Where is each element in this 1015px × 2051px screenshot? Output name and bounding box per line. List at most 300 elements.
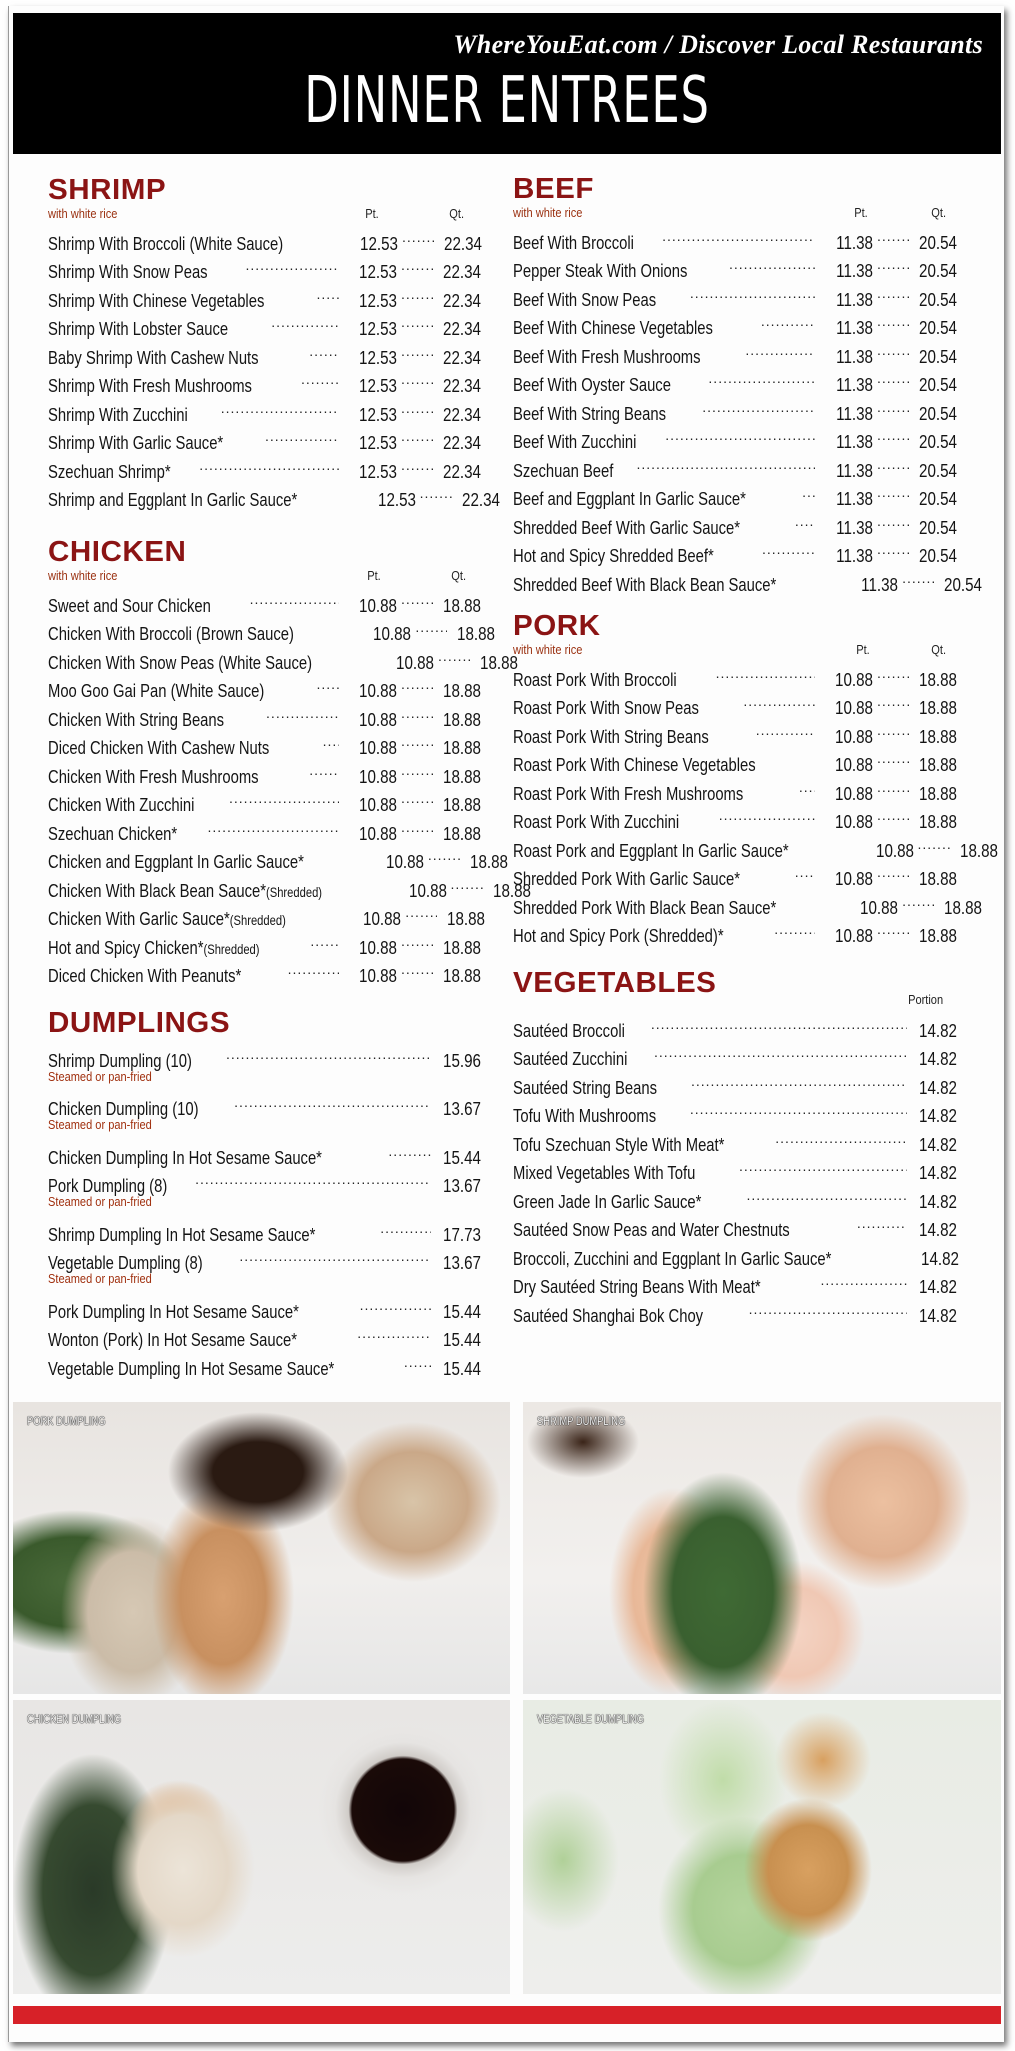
dot-leader [747,1179,908,1208]
item-name: Beef With Oyster Sauce [513,374,671,395]
price: 14.82 [919,1304,957,1326]
price-pint: 10.88 [373,623,412,644]
price-pint: 10.88 [359,594,397,616]
section-dumplings [48,1007,481,1379]
dot-leader [690,277,815,306]
price-pint: 10.88 [835,725,873,747]
dot-leader [447,868,483,897]
price-quart: 18.88 [457,623,496,644]
price: 14.82 [919,1076,957,1098]
dot-leader [775,1122,907,1151]
item-name: Shredded Beef With Garlic Sauce* [513,516,741,538]
section-title: CHICKEN [48,536,187,568]
price-pint: 10.88 [835,925,873,946]
dot-leader [873,714,909,743]
price-quart: 22.34 [443,375,481,396]
item-name: Chicken With String Beans [48,708,225,730]
item-name: Shrimp With Lobster Sauce [48,318,229,339]
section-title: BEEF [513,173,594,205]
price-quart: 20.54 [919,231,957,253]
price-pint: 10.88 [359,765,397,787]
dot-leader [873,249,909,278]
item-name: Chicken Dumpling In Hot Sesame Sauce* [48,1146,322,1168]
section-subtitle: with white rice [513,205,583,220]
dot-leader [873,743,909,772]
dot-leader [708,363,815,392]
price-quart: 18.88 [919,754,957,775]
dot-leader [226,1038,431,1067]
price-quart: 18.88 [443,737,481,758]
dot-leader [898,562,934,591]
price-quart: 20.54 [919,402,957,424]
dot-leader [397,335,433,364]
dot-leader [397,783,433,812]
dot-leader [636,448,815,477]
item-name: Roast Pork With String Beans [513,725,709,747]
menu-item [513,657,957,690]
dot-leader [265,421,339,450]
dot-leader [424,840,460,869]
price-pint: 11.38 [836,288,873,310]
price-quart: 22.34 [443,403,481,425]
price-pint: 10.88 [835,782,873,804]
dot-leader [873,277,909,306]
dot-leader [873,857,909,886]
price-pint: 10.88 [875,839,914,861]
section-title: PORK [513,610,601,642]
photo-caption: PORK DUMPLING [27,1414,106,1428]
price: 13.67 [443,1098,481,1119]
price-pint: 12.53 [359,375,397,396]
item-name: Chicken With Snow Peas (White Sauce) [48,651,313,673]
dot-leader [397,811,433,840]
dot-leader [729,249,815,278]
price-pint: 10.88 [860,896,899,918]
dot-leader [234,1087,431,1116]
menu-item [48,221,483,254]
item-name: Chicken and Eggplant In Garlic Sauce* [48,851,304,872]
item-name: Dry Sautéed String Beans With Meat* [513,1276,761,1297]
dot-leader [397,421,433,450]
price-quart: 22.34 [443,289,481,311]
dot-leader [761,306,815,335]
price-quart: 20.54 [919,431,957,452]
price-quart: 20.54 [919,516,957,538]
item-name: Beef With Broccoli [513,231,634,253]
column-header-pint: Pt. [854,205,868,220]
item-name: Hot and Spicy Chicken*(Shredded) [48,936,260,958]
price-quart: 20.54 [919,459,957,481]
item-list [513,220,983,595]
section-shrimp [48,174,500,510]
item-name: Pork Dumpling In Hot Sesame Sauce* [48,1300,299,1322]
price-quart: 22.34 [443,432,481,453]
item-name: Roast Pork With Fresh Mushrooms [513,782,744,804]
price-pint: 10.88 [359,965,397,986]
price-quart: 18.88 [919,925,957,946]
item-name: Beef With String Beans [513,402,667,424]
dot-leader [799,771,815,800]
price-pint: 11.38 [836,260,873,281]
preparation-note: Steamed or pan-fried [48,1271,152,1286]
item-name: Green Jade In Garlic Sauce* [513,1190,702,1212]
menu-item [48,1087,481,1119]
item-name: Sautéed Zucchini [513,1048,628,1069]
section-pork [513,610,998,946]
dot-leader [873,306,909,335]
price: 15.44 [443,1146,481,1168]
column-header-quart: Qt. [449,206,465,221]
item-name: Tofu With Mushrooms [513,1105,657,1126]
price: 14.82 [921,1247,959,1269]
dot-leader [434,640,470,669]
price: 13.67 [443,1252,481,1273]
photo-caption: CHICKEN DUMPLING [27,1712,122,1726]
dot-leader [316,278,339,307]
column-header-portion: Portion [908,992,944,1007]
dot-leader [401,897,437,926]
column-header-quart: Qt. [451,568,467,583]
price-pint: 11.38 [836,345,873,367]
header-banner [13,13,1001,154]
price-quart: 18.88 [492,879,531,901]
price: 14.82 [919,1190,957,1212]
dot-leader [397,954,433,983]
price: 14.82 [919,1048,957,1069]
section-subheader [513,994,957,1008]
item-name: Pepper Steak With Onions [513,260,688,281]
price-pint: 12.53 [377,489,416,510]
item-name: Moo Goo Gai Pan (White Sauce) [48,680,265,701]
price: 15.44 [443,1329,481,1350]
dot-leader [195,1164,431,1193]
price: 14.82 [919,1276,957,1297]
section-subtitle: with white rice [513,642,583,657]
dot-leader [898,885,934,914]
item-name: Roast Pork and Eggplant In Garlic Sauce* [513,839,789,861]
price-pint: 10.88 [835,697,873,718]
dot-leader [397,726,433,755]
dot-leader [397,278,433,307]
item-name: Chicken With Garlic Sauce*(Shredded) [48,908,286,929]
price-pint: 12.53 [359,289,397,311]
price-pint: 12.53 [359,460,397,482]
dot-leader [756,714,815,743]
dot-leader [749,1293,907,1322]
price-quart: 18.88 [443,965,481,986]
menu-item [513,220,957,253]
dot-leader [857,1208,907,1237]
item-name: Wonton (Pork) In Hot Sesame Sauce* [48,1329,297,1350]
price-quart: 22.34 [443,460,481,482]
dot-leader [873,391,909,420]
section-beef [513,173,983,595]
price-pint: 10.88 [835,868,873,889]
dot-leader [397,669,433,698]
item-name: Shrimp Dumpling In Hot Sesame Sauce* [48,1223,316,1245]
item-name: Shrimp and Eggplant In Garlic Sauce* [48,489,298,510]
price-pint: 10.88 [408,879,447,901]
menu-item [48,1135,481,1168]
section-vegetables [513,967,959,1326]
item-name: Vegetable Dumpling (8) [48,1252,203,1273]
price: 15.44 [443,1300,481,1322]
price-pint: 10.88 [835,811,873,832]
item-name: Chicken With Fresh Mushrooms [48,765,259,787]
item-name: Roast Pork With Snow Peas [513,697,699,718]
dot-leader [316,669,339,698]
price-pint: 10.88 [385,851,424,872]
price: 14.82 [919,1019,957,1041]
price-pint: 10.88 [359,794,397,815]
dot-leader [411,612,447,641]
item-name: Chicken With Black Bean Sauce*(Shredded) [48,879,323,901]
dot-leader [739,1151,907,1180]
dot-leader [662,220,815,249]
section-title: DUMPLINGS [48,1007,231,1039]
site-tagline: WhereYouEat.com / Discover Local Restaurants [453,30,983,59]
price-quart: 18.88 [919,811,957,832]
item-name: Tofu Szechuan Style With Meat* [513,1133,725,1155]
price: 14.82 [919,1105,957,1126]
dot-leader [873,534,909,563]
photo-shrimp-dumpling [523,1402,1001,1694]
price-quart: 22.34 [444,232,483,254]
section-subheader [48,567,481,583]
price: 15.44 [443,1357,481,1379]
item-name: Shrimp With Snow Peas [48,261,208,282]
dot-leader [873,505,909,534]
dot-leader [250,583,339,612]
price-quart: 22.34 [443,261,481,282]
dot-leader [309,335,339,364]
price-quart: 20.54 [919,260,957,281]
price-pint: 11.38 [836,459,873,481]
photo-caption: VEGETABLE DUMPLING [537,1712,644,1726]
item-name: Szechuan Chicken* [48,822,178,844]
section-subheader [513,204,957,220]
dot-leader [271,307,339,336]
price-quart: 18.88 [919,868,957,889]
dot-leader [397,697,433,726]
photo-vegetable-dumpling [523,1700,1001,1994]
item-name: Beef With Chinese Vegetables [513,317,713,338]
item-name: Baby Shrimp With Cashew Nuts [48,346,259,368]
dot-leader [397,754,433,783]
item-name: Shrimp With Broccoli (White Sauce) [48,232,284,254]
item-name: Hot and Spicy Pork (Shredded)* [513,925,724,946]
column-header-quart: Qt. [931,642,947,657]
dot-leader [745,334,815,363]
column-header-pint: Pt. [365,206,379,221]
item-name: Beef With Fresh Mushrooms [513,345,701,367]
dot-leader [690,1094,907,1123]
price-quart: 18.88 [919,697,957,718]
price-pint: 11.38 [861,573,899,595]
dot-leader [397,925,433,954]
price-pint: 10.88 [359,737,397,758]
item-name: Vegetable Dumpling In Hot Sesame Sauce* [48,1357,335,1379]
column-header-quart: Qt. [931,205,947,220]
dot-leader [229,783,339,812]
item-list [48,221,500,510]
dot-leader [873,363,909,392]
dot-leader [762,534,815,563]
page-title: DINNER ENTREES [304,64,710,138]
price-pint: 10.88 [835,754,873,775]
price-pint: 12.53 [359,261,397,282]
dot-leader [743,686,815,715]
price: 13.67 [443,1175,481,1196]
dot-leader [309,754,339,783]
price-quart: 18.88 [959,839,998,861]
item-name: Roast Pork With Broccoli [513,668,677,690]
price-pint: 10.88 [835,668,873,690]
dot-leader [388,1135,431,1164]
dot-leader [873,448,909,477]
section-title: SHRIMP [48,174,167,206]
section-subheader [48,205,481,221]
section-subtitle: with white rice [48,206,118,221]
menu-item [48,1038,481,1071]
dot-leader [288,954,339,983]
dot-leader [821,1265,907,1294]
dot-leader [665,420,815,449]
price-pint: 11.38 [836,545,873,566]
price-quart: 18.88 [443,680,481,701]
column-header-pint: Pt. [856,642,870,657]
menu-item [48,1212,481,1245]
item-name: Shredded Pork With Garlic Sauce* [513,868,741,889]
item-name: Beef and Eggplant In Garlic Sauce* [513,488,746,509]
price-quart: 20.54 [919,345,957,367]
dot-leader [873,220,909,249]
price-quart: 18.88 [469,851,508,872]
price-quart: 18.88 [919,668,957,690]
price-quart: 22.34 [461,489,500,510]
dot-leader [199,449,339,478]
price-quart: 20.54 [919,288,957,310]
price-quart: 18.88 [919,725,957,747]
price-pint: 10.88 [359,822,397,844]
item-list [48,583,531,986]
dot-leader [873,800,909,829]
price-pint: 10.88 [359,936,397,958]
item-name: Beef With Snow Peas [513,288,657,310]
dot-leader [397,364,433,393]
item-name: Roast Pork With Zucchini [513,811,680,832]
item-name: Diced Chicken With Cashew Nuts [48,737,270,758]
dot-leader [221,392,339,421]
price-quart: 20.54 [944,573,983,595]
preparation-note: Steamed or pan-fried [48,1117,152,1132]
price: 17.73 [443,1223,481,1245]
menu-item [513,1008,957,1041]
dot-leader [360,1289,431,1318]
item-name: Hot and Spicy Shredded Beef* [513,545,714,566]
price-quart: 18.88 [944,896,983,918]
price-pint: 11.38 [836,488,873,509]
price-pint: 12.53 [360,232,399,254]
dot-leader [795,857,815,886]
section-chicken [48,536,531,986]
dot-leader [814,743,815,772]
price: 15.96 [443,1049,481,1071]
dot-leader [323,726,339,755]
price-pint: 12.53 [359,318,397,339]
price-quart: 18.88 [443,794,481,815]
dot-leader [873,657,909,686]
dot-leader [397,583,433,612]
item-name: Mixed Vegetables With Tofu [513,1162,696,1183]
price-pint: 11.38 [836,374,873,395]
price: 14.82 [919,1162,957,1183]
dot-leader [719,800,815,829]
dot-leader [207,811,339,840]
item-name: Szechuan Shrimp* [48,460,171,482]
price: 14.82 [919,1133,957,1155]
dot-leader [654,1037,907,1066]
price-pint: 11.38 [836,317,873,338]
item-list [513,1008,959,1326]
photo-caption: SHRIMP DUMPLING [537,1414,626,1428]
dot-leader [404,1346,431,1375]
price-quart: 20.54 [919,545,957,566]
dot-leader [357,1318,431,1347]
item-name: Diced Chicken With Peanuts* [48,965,242,986]
price-quart: 18.88 [443,936,481,958]
price-quart: 22.34 [443,346,481,368]
item-name: Roast Pork With Chinese Vegetables [513,754,756,775]
price-quart: 20.54 [919,374,957,395]
price-quart: 18.88 [919,782,957,804]
item-name: Pork Dumpling (8) [48,1175,168,1196]
dot-leader [397,250,433,279]
price: 14.82 [919,1219,957,1240]
dot-leader [691,1065,907,1094]
price-quart: 22.34 [443,318,481,339]
dot-leader [651,1008,907,1037]
dot-leader [873,334,909,363]
price-quart: 20.54 [919,488,957,509]
price-quart: 18.88 [443,822,481,844]
price-pint: 10.88 [359,680,397,701]
dot-leader [873,477,909,506]
dot-leader [914,828,950,857]
item-name: Chicken With Broccoli (Brown Sauce) [48,623,294,644]
price-pint: 10.88 [363,908,402,929]
footer-stripe [13,2006,1001,2024]
item-name: Broccoli, Zucchini and Eggplant In Garlic Sauce* [513,1247,832,1269]
item-list [513,657,998,946]
dot-leader [795,505,815,534]
item-name: Sweet and Sour Chicken [48,594,211,616]
item-name: Szechuan Beef [513,459,614,481]
menu-item [48,1289,481,1322]
price-quart: 18.88 [447,908,486,929]
price-pint: 11.38 [836,516,873,538]
price-pint: 11.38 [836,231,873,253]
item-name: Chicken Dumpling (10) [48,1098,199,1119]
price-quart: 20.54 [919,317,957,338]
dot-leader [802,477,815,506]
price-pint: 12.53 [359,403,397,425]
dot-leader [774,914,815,943]
item-name: Shrimp With Chinese Vegetables [48,289,265,311]
item-list [48,1038,481,1379]
photo-pork-dumpling [13,1402,510,1694]
dot-leader [397,307,433,336]
